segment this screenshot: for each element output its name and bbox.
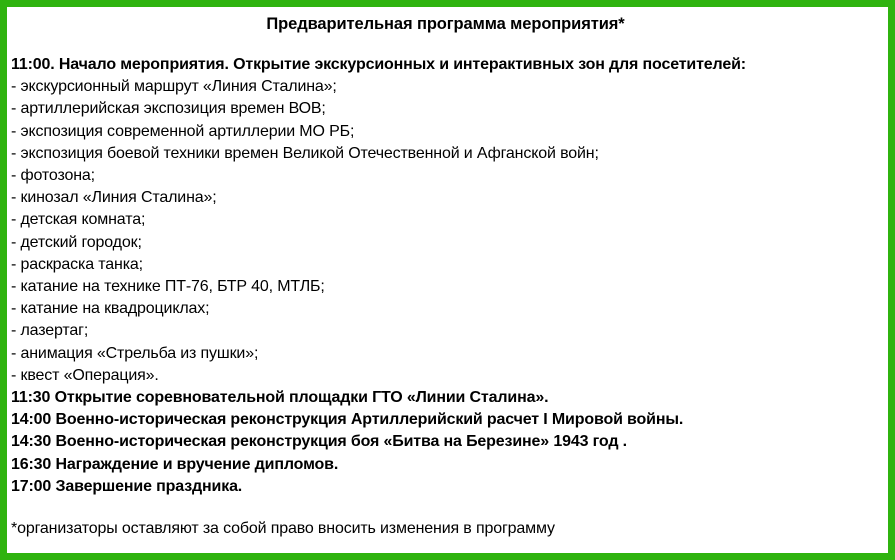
page-title: Предварительная программа мероприятия* (266, 15, 625, 33)
program-zone-item: - артиллерийская экспозиция времен ВОВ; (11, 100, 326, 118)
program-schedule-item: 11:30 Открытие соревновательной площадки ГТО «Линии Сталина». (11, 389, 549, 407)
program-schedule-item: 14:30 Военно-историческая реконструкция боя «Битва на Березине» 1943 год . (11, 433, 627, 451)
program-zone-item: - раскраска танка; (11, 255, 143, 273)
program-zone-item: - детский городок; (11, 233, 142, 251)
program-schedule-item: 14:00 Военно-историческая реконструкция Артиллерийский расчет I Мировой войны. (11, 411, 684, 429)
program-zone-item: - кинозал «Линия Сталина»; (11, 189, 217, 207)
program-zone-item: - фотозона; (11, 167, 95, 185)
program-zone-item: - экспозиция современной артиллерии МО РБ; (11, 122, 355, 140)
program-zone-item: - лазертаг; (11, 322, 89, 340)
program-opening-line: 11:00. Начало мероприятия. Открытие экскурсионных и интерактивных зон для посетителей: (11, 56, 746, 73)
program-zone-item: - катание на квадроциклах; (11, 300, 210, 318)
program-zone-item: - катание на технике ПТ-76, БТР 40, МТЛБ; (11, 278, 325, 296)
program-zone-item: - анимация «Стрельба из пушки»; (11, 344, 259, 362)
program-zone-item: - экспозиция боевой техники времен Великой Отечественной и Афганской войн; (11, 144, 599, 162)
program-schedule-item: 16:30 Награждение и вручение дипломов. (11, 455, 339, 473)
program-zone-item: - экскурсионный маршрут «Линия Сталина»; (11, 78, 337, 96)
program-zone-item: - квест «Операция». (11, 366, 159, 384)
program-zone-item: - детская комната; (11, 211, 146, 229)
footnote: *организаторы оставляют за собой право вносить изменения в программу (11, 520, 555, 538)
program-schedule-item: 17:00 Завершение праздника. (11, 477, 243, 495)
